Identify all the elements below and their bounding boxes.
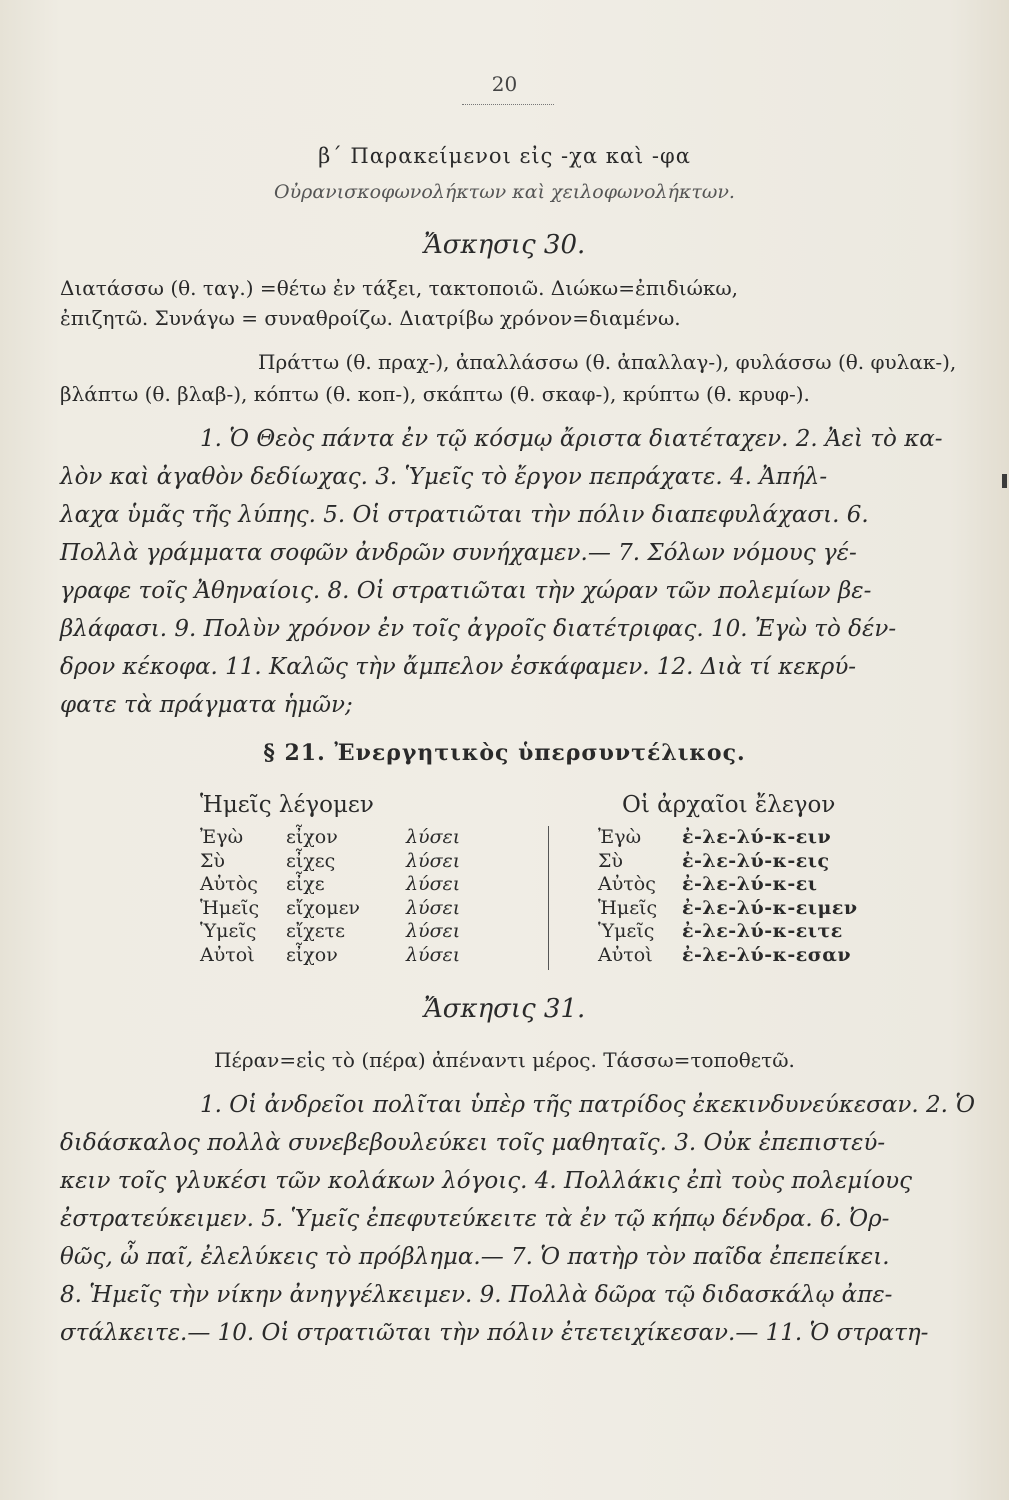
verb-cell: εἶχε [286, 873, 325, 895]
ancient-form-cell: ἐ-λε-λύ-κ-ειτε [682, 920, 843, 942]
exercise-30-line-8: φατε τὰ πράγματα ἡμῶν; [60, 692, 353, 718]
exercise-30-title: Ἄσκησις 30. [423, 230, 586, 260]
exercise-30-line-3: λαχα ὑμᾶς τῆς λύπης. 5. Οἱ στρατιῶται τὴν πόλιν διαπεφυλάχασι. 6. [60, 502, 869, 528]
exercise-31-title: Ἄσκησις 31. [423, 994, 586, 1024]
exercise-30-line-5: γραφε τοῖς Ἀθηναίοις. 8. Οἱ στρατιῶται τὴν χώραν τῶν πολεμίων βε- [60, 578, 872, 604]
exercise-31-line-5: θῶς, ὦ παῖ, ἐλελύκεις τὸ πρόβλημα.— 7. Ὁ πατὴρ τὸν παῖδα ἐπεπείκει. [60, 1244, 890, 1270]
ancient-pronoun-cell: Αὐτοὶ [598, 944, 653, 966]
exercise-31-line-4: ἐστρατεύκειμεν. 5. Ὑμεῖς ἐπεφυτεύκειτε τὰ ἐν τῷ κήπῳ δένδρα. 6. Ὀρ- [60, 1206, 890, 1232]
exercise-30-line-4: Πολλὰ γράμματα σοφῶν ἀνδρῶν συνήχαμεν.— 7. Σόλων νόμους γέ- [60, 540, 857, 566]
section-21-heading: § 21. Ἐνεργητικὸς ὑπερσυντέλικος. [263, 740, 746, 766]
form-cell: λύσει [406, 826, 461, 848]
form-cell: λύσει [406, 897, 461, 919]
page-number: 20 [491, 72, 518, 96]
ancient-pronoun-cell: Ὑμεῖς [598, 920, 655, 942]
exercise-30-line-6: βλάφασι. 9. Πολὺν χρόνον ἐν τοῖς ἀγροῖς διατέτριφας. 10. Ἐγὼ τὸ δέν- [60, 616, 897, 642]
vocab-line-2: ἐπιζητῶ. Συνάγω = συναθροίζω. Διατρίβω χρόνον=διαμένω. [60, 306, 681, 330]
ancient-form-cell: ἐ-λε-λύ-κ-ειμεν [682, 897, 858, 919]
exercise-31-line-6: 8. Ἡμεῖς τὴν νίκην ἀνηγγέλκειμεν. 9. Πολλὰ δῶρα τῷ διδασκάλῳ ἀπε- [60, 1282, 893, 1308]
vocab-line-1: Διατάσσω (θ. ταγ.) =θέτω ἐν τάξει, τακτοποιῶ. Διώκω=ἐπιδιώκω, [60, 276, 739, 300]
pronoun-cell: Σὺ [200, 850, 225, 872]
verb-cell: εἴχομεν [286, 897, 360, 919]
section-heading: β΄ Παρακείμενοι εἰς -χα καὶ -φα [318, 144, 691, 168]
ancient-form-cell: ἐ-λε-λύ-κ-εσαν [682, 944, 852, 966]
exercise-30-line-7: δρον κέκοφα. 11. Καλῶς τὴν ἄμπελον ἐσκάφαμεν. 12. Διὰ τί κεκρύ- [60, 654, 857, 680]
exercise-31-vocab: Πέραν=εἰς τὸ (πέρα) ἀπέναντι μέρος. Τάσσω=τοποθετῶ. [214, 1048, 795, 1072]
exercise-31-line-1: 1. Οἱ ἀνδρεῖοι πολῖται ὑπὲρ τῆς πατρίδος ἐκεκινδυνεύκεσαν. 2. Ὁ [200, 1092, 976, 1118]
form-cell: λύσει [406, 944, 461, 966]
verb-cell: εἴχετε [286, 920, 346, 942]
verb-cell: εἶχον [286, 826, 338, 848]
table-divider [548, 826, 549, 970]
form-cell: λύσει [406, 920, 461, 942]
ancient-form-cell: ἐ-λε-λύ-κ-εις [682, 850, 830, 872]
pronoun-cell: Αὐτὸς [200, 873, 258, 895]
pronoun-cell: Ἐγὼ [200, 826, 244, 848]
ancient-form-cell: ἐ-λε-λύ-κ-ειν [682, 826, 832, 848]
form-cell: λύσει [406, 873, 461, 895]
ancient-pronoun-cell: Ἡμεῖς [598, 897, 658, 919]
pronoun-cell: Ἡμεῖς [200, 897, 260, 919]
ancient-pronoun-cell: Ἐγὼ [598, 826, 642, 848]
verb-cell: εἶχες [286, 850, 336, 872]
form-cell: λύσει [406, 850, 461, 872]
exercise-31-line-3: κειν τοῖς γλυκέσι τῶν κολάκων λόγοις. 4. Πολλάκις ἐπὶ τοὺς πολεμίους [60, 1168, 912, 1194]
ancient-pronoun-cell: Αὐτὸς [598, 873, 656, 895]
edge-mark [1002, 474, 1007, 488]
ancient-form-cell: ἐ-λε-λύ-κ-ει [682, 873, 818, 895]
verb-cell: εἶχον [286, 944, 338, 966]
vocab-line-4: βλάπτω (θ. βλαβ-), κόπτω (θ. κοπ-), σκάπτω (θ. σκαφ-), κρύπτω (θ. κρυφ-). [60, 382, 810, 406]
exercise-30-line-1: 1. Ὁ Θεὸς πάντα ἐν τῷ κόσμῳ ἄριστα διατέταχεν. 2. Ἀεὶ τὸ κα- [200, 426, 943, 452]
pronoun-cell: Αὐτοὶ [200, 944, 255, 966]
header-rule [462, 104, 554, 105]
vocab-line-3: Πράττω (θ. πραχ-), ἀπαλλάσσω (θ. ἀπαλλαγ-), φυλάσσω (θ. φυλακ-), [258, 350, 957, 374]
exercise-31-line-2: διδάσκαλος πολλὰ συνεβεβουλεύκει τοῖς μαθηταῖς. 3. Οὐκ ἐπεπιστεύ- [60, 1130, 886, 1156]
ancient-pronoun-cell: Σὺ [598, 850, 623, 872]
right-table-header: Οἱ ἀρχαῖοι ἔλεγον [622, 792, 836, 818]
left-table-header: Ἡμεῖς λέγομεν [200, 792, 374, 818]
exercise-31-line-7: στάλκειτε.— 10. Οἱ στρατιῶται τὴν πόλιν ἐτετειχίκεσαν.— 11. Ὁ στρατη- [60, 1320, 929, 1346]
section-subheading: Οὐρανισκοφωνολήκτων καὶ χειλοφωνολήκτων. [274, 181, 735, 203]
exercise-30-line-2: λὸν καὶ ἀγαθὸν δεδίωχας. 3. Ὑμεῖς τὸ ἔργον πεπράχατε. 4. Ἀπήλ- [60, 464, 828, 490]
pronoun-cell: Ὑμεῖς [200, 920, 257, 942]
